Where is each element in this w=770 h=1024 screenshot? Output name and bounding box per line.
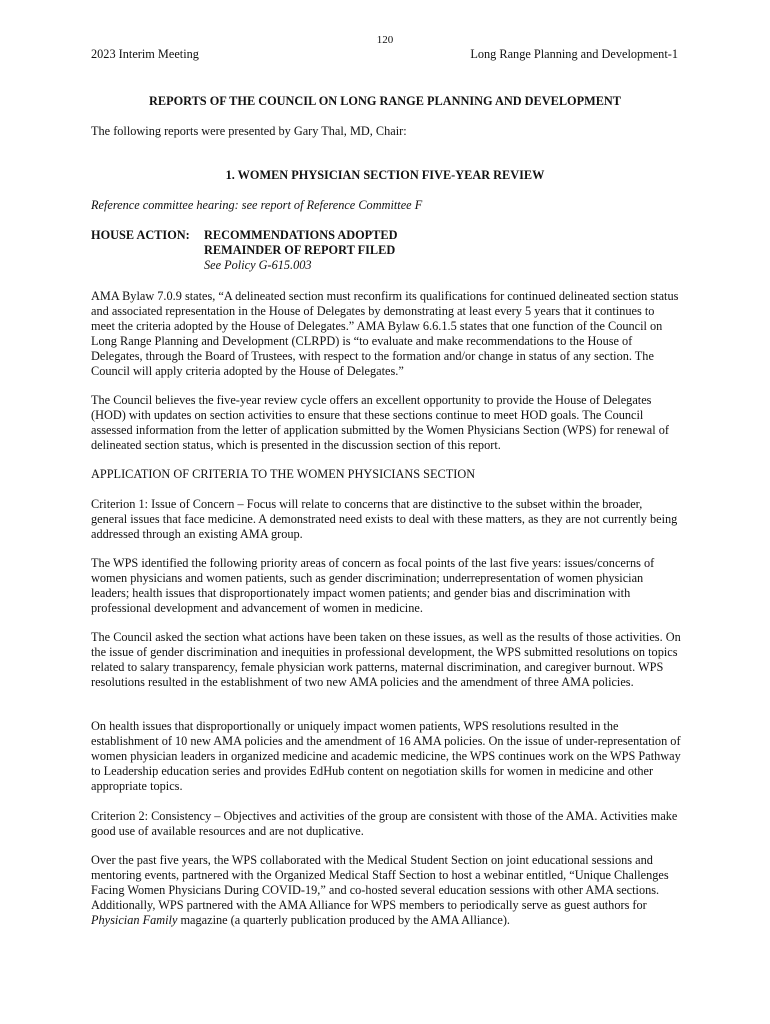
collaborations-text-end: magazine (a quarterly publication produced by the AMA Alliance). bbox=[177, 913, 510, 927]
header-report-id: Long Range Planning and Development-1 bbox=[470, 47, 678, 61]
magazine-title: Physician Family bbox=[91, 913, 178, 927]
policy-reference: See Policy G-615.003 bbox=[204, 258, 312, 272]
section-title: 1. WOMEN PHYSICIAN SECTION FIVE-YEAR REVIEW bbox=[225, 168, 545, 182]
criteria-heading: APPLICATION OF CRITERIA TO THE WOMEN PHYSICIANS SECTION bbox=[91, 467, 476, 481]
paragraph-collaborations bbox=[91, 853, 681, 928]
paragraph-council-review: The Council believes the five-year review cycle offers an excellent opportunity to provide the House of Delegates (HOD) with updates on section activities to ensure that these sections continue to meet HOD goals. The Council assessed information from the letter of application submitted by the Women Physicians Section (WPS) for renewal of delineated section status, which is presented in the discussion section of this report. bbox=[91, 393, 669, 452]
intro-text: The following reports were presented by Gary Thal, MD, Chair: bbox=[91, 124, 407, 138]
reference-line: Reference committee hearing: see report of Reference Committee F bbox=[91, 198, 423, 212]
header-meeting: 2023 Interim Meeting bbox=[91, 47, 199, 61]
document-title: REPORTS OF THE COUNCIL ON LONG RANGE PLANNING AND DEVELOPMENT bbox=[148, 94, 622, 108]
house-action-label: HOUSE ACTION: bbox=[91, 228, 190, 242]
paragraph-health-issues: On health issues that disproportionally or uniquely impact women patients, WPS resolutions resulted in the establishment of 10 new AMA policies and the amendment of 16 AMA policies. On the issue of under-representation of women physician leaders in organized medicine and academic medicine, the WPS continues work on the WPS Pathway to Leadership education series and provides EdHub content on negotiation skills for women in medicine and other appropriate topics. bbox=[91, 719, 681, 793]
collaborations-text: Over the past five years, the WPS collaborated with the Medical Student Section on joint educational sessions and mentoring events, partnered with the Organized Medical Staff Section to host a webinar entitled, “Unique Challenges Facing Women Physicians During COVID-19,” and co-hosted several education sessions with other AMA sections. Additionally, WPS partnered with the AMA Alliance for WPS members to periodically serve as guest authors for bbox=[91, 853, 669, 912]
house-action-block bbox=[204, 228, 397, 273]
house-action-line-2: REMAINDER OF REPORT FILED bbox=[204, 243, 396, 257]
paragraph-priority-areas: The WPS identified the following priority areas of concern as focal points of the last five years: issues/concerns of women physicians and women patients, such as gender discrimination; underrepresentation of women physician leaders; health issues that disproportionately impact women patients; and gender bias and discrimination with professional development and advancement of women in medicine. bbox=[91, 556, 655, 615]
paragraph-criterion-2: Criterion 2: Consistency – Objectives and activities of the group are consistent with those of the AMA. Activities make good use of available resources and are not duplicative. bbox=[91, 809, 678, 838]
paragraph-bylaw: AMA Bylaw 7.0.9 states, “A delineated section must reconfirm its qualifications for continued delineated section status and associated representation in the House of Delegates by demonstrating at least every 5 years that it continues to meet the criteria adopted by the House of Delegates.” AMA Bylaw 6.6.1.5 states that one function of the Council on Long Range Planning and Development (CLRPD) is “to evaluate and make recommendations to the House of Delegates, through the Board of Trustees, with respect to the formation and/or change in status of any section. The Council will apply criteria adopted by the House of Delegates.” bbox=[91, 289, 679, 378]
paragraph-criterion-1: Criterion 1: Issue of Concern – Focus will relate to concerns that are distinctive to the subset within the broader, general issues that face medicine. A demonstrated need exists to deal with these matters, as they are not currently being addressed through an existing AMA group. bbox=[91, 497, 678, 541]
page-number: 120 bbox=[376, 34, 394, 46]
paragraph-actions: The Council asked the section what actions have been taken on these issues, as well as the results of those activities. On the issue of gender discrimination and inequities in professional development, the WPS submitted resolutions on topics related to salary transparency, female physician work patterns, maternal discrimination, and caregiver burnout. WPS resolutions resulted in the establishment of two new AMA policies and the amendment of three AMA policies. bbox=[91, 630, 681, 689]
house-action-line-1: RECOMMENDATIONS ADOPTED bbox=[204, 228, 398, 242]
